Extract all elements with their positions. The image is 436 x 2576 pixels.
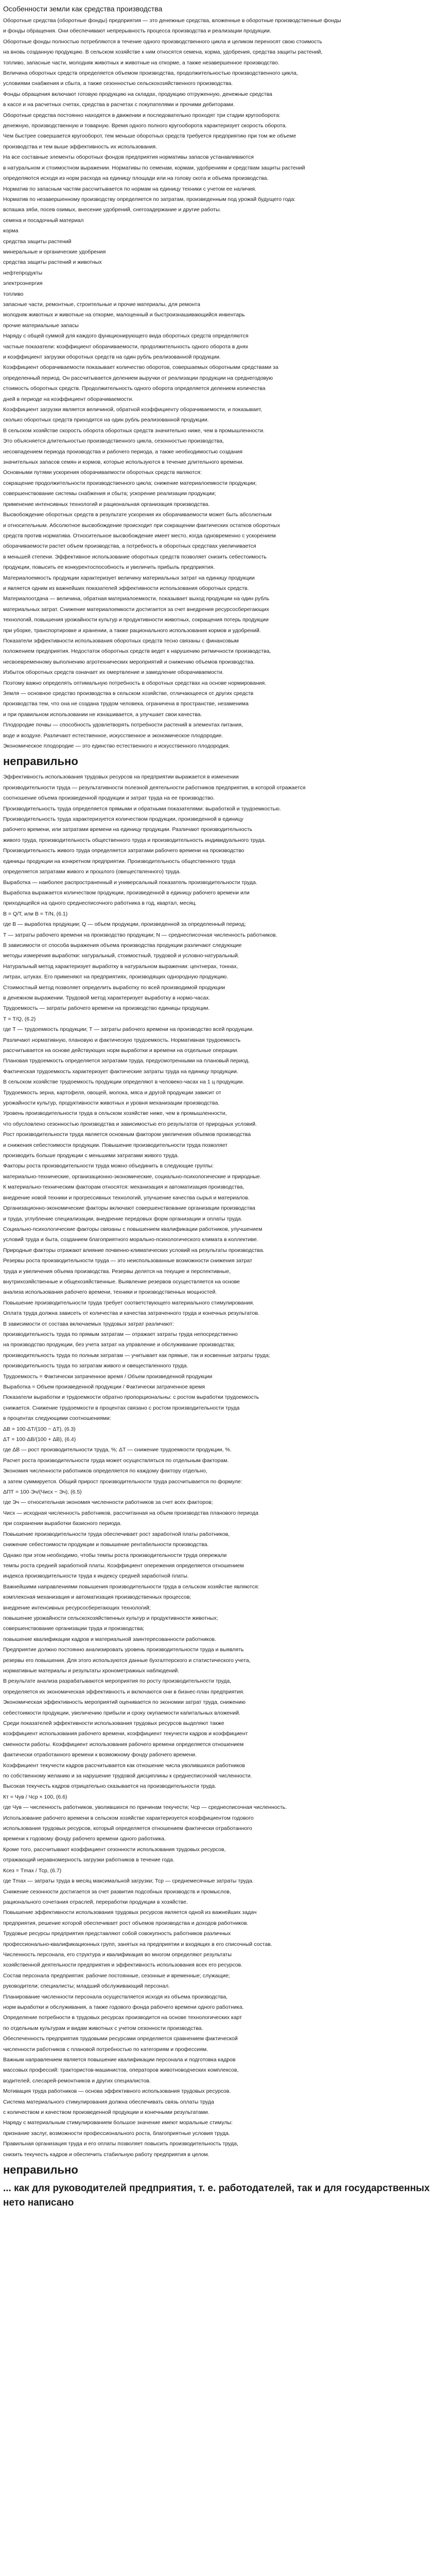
text-line: В = Q/Т, или В = Т/N, (6.1) — [3, 910, 68, 917]
text-line: нормативные материалы и результаты хронометражных наблюдений. — [3, 1667, 180, 1674]
text-line: Производительность живого труда определяется затратами рабочего времени на производство — [3, 848, 245, 854]
text-line: совершенствование системы снабжения и сбыта; ускорение реализации продукции; — [3, 490, 216, 497]
text-line: производства тем, что она не создана трудом человека, ограничена в пространстве, незаменима — [3, 701, 249, 707]
text-line: Экономия численности работников определяется по каждому фактору отдельно, — [3, 1468, 207, 1475]
text-line: Правильная организация труда и его оплаты позволяет повысить производительность труда, — [3, 2141, 238, 2147]
text-line: Наряду с общей суммой для каждого функционирующего вида оборотных средств определяются — [3, 333, 249, 340]
text-line: Чисх — исходная численность работников, рассчитанная на объем производства планового периода — [3, 1510, 258, 1516]
text-line: в кассе и на расчетных счетах, средства в расчетах с покупателями и прочими дебиторами. — [3, 101, 235, 108]
text-line: рационального сочетания отраслей, переработки продукции в хозяйстве. — [3, 1899, 188, 1905]
text-line: В результате анализа разрабатываются мероприятия по росту производительности труда, — [3, 1678, 232, 1685]
text-line: Различают нормативную, плановую и фактическую трудоемкость. Нормативная трудоемкость — [3, 1037, 241, 1043]
text-line: определяется их экономическая эффективность и включаются они в бизнес-план предприятия. — [3, 1688, 245, 1695]
text-line: Производительность труда определяется прямыми и обратными показателями: выработкой и трудоемкостью. — [3, 805, 281, 812]
text-line: Коэффициент оборачиваемости показывает количество оборотов, совершаемых оборотными средствами за — [3, 364, 278, 371]
text-line: индекса производительности труда к индексу средней заработной платы. — [3, 1573, 189, 1580]
text-line: предприятия, решение которой обеспечивает рост объемов производства и доходов работников. — [3, 1920, 249, 1926]
text-line: Природные факторы отражают влияние почвенно-климатических условий на результаты производства. — [3, 1247, 265, 1253]
text-line: производства и тем выше эффективность их использования. — [3, 143, 157, 150]
text-line: запасные части, ремонтные, строительные и прочие материалы, для ремонта — [3, 301, 200, 308]
text-line: Факторы роста производительности труда можно объединить в следующие группы: — [3, 1163, 214, 1170]
text-line: совершенствование организации труда и производства; — [3, 1625, 145, 1632]
text-line: производительность труда по затратам живого и овеществленного труда. — [3, 1363, 188, 1369]
text-line: определяются исходя из норм расхода на единицу площади или на голову скота и объема производства. — [3, 175, 269, 182]
text-line: руководители; специалисты; младший обслуживающий персонал. — [3, 1983, 170, 1990]
text-line: Определение потребности в трудовых ресурсах производится на основе технологических карт — [3, 2014, 242, 2021]
text-line: сколько оборотных средств приходится на один рубль реализованной продукции. — [3, 417, 209, 423]
text-line: комплексная механизация и автоматизация производственных процессов; — [3, 1594, 191, 1601]
text-line: вспашка зяби, посев озимых, внесение удобрений, снегозадержание и другие работы. — [3, 207, 221, 213]
text-line: нефтепродукты — [3, 269, 43, 276]
text-line: Повышение производительности труда требует соответствующего материального стимулирования. — [3, 1299, 254, 1306]
text-line: Выработка = Объем произведенной продукции / Фактически затраченное время — [3, 1384, 205, 1390]
text-line: методы измерения выработки: натуральный, стоимостный, трудовой и условно-натуральный. — [3, 953, 239, 959]
text-line: на производство продукции, без учета затрат на управление и обслуживание производства; — [3, 1342, 235, 1348]
text-line: Т — затраты рабочего времени на производство продукции; N — среднесписочная численность работников. — [3, 931, 277, 938]
text-line: анализа использования рабочего времени, техники и производственных мощностей. — [3, 1289, 217, 1296]
text-line: Материалоемкость продукции характеризует величину материальных затрат на единицу продукции — [3, 574, 255, 581]
text-line: водителей, слесарей-ремонтников и других специалистов. — [3, 2077, 151, 2084]
text-line: Стоимостный метод позволяет определить выработку по всей производимой продукции — [3, 984, 225, 991]
text-line: единицы продукции на конкретном предприятии. Производительность общественного труда — [3, 858, 236, 865]
text-line: времени к годовому фонду рабочего времени одного работника. — [3, 1836, 166, 1842]
text-line: Экономическое плодородие — это единство естественного и искусственного плодородия. — [3, 743, 230, 750]
text-line: Важнейшими направлениями повышения производительности труда в сельском хозяйстве являются: — [3, 1583, 259, 1590]
text-line: производительности труда — результативности полезной деятельности работников предприятия, в которой отражается — [3, 784, 306, 791]
text-line: частные показатели: коэффициент оборачиваемости, продолжительность одного оборота в днях — [3, 343, 249, 350]
text-line: с количеством и качеством произведенной продукции и конечными результатами. — [3, 2109, 210, 2116]
text-line: прочие материальные запасы — [3, 322, 79, 329]
text-line: где Т — трудоемкость продукции; Т — затраты рабочего времени на производство всей продукции. — [3, 1026, 254, 1033]
text-line: минеральные и органические удобрения — [3, 248, 106, 255]
text-line: в процентах следующими соотношениями: — [3, 1415, 111, 1422]
text-line: где Тmax — затраты труда в месяц максимальной загрузки; Тср — среднемесячные затраты труда. — [3, 1878, 254, 1885]
text-line: производительность труда по прямым затратам — отражает затраты труда непосредственно — [3, 1331, 238, 1337]
text-line: Использование рабочего времени в сельском хозяйстве характеризуется коэффициентом годового — [3, 1815, 254, 1821]
text-line: Мотивация труда работников — основа эффективного использования трудовых ресурсов. — [3, 2088, 231, 2095]
text-line: и снижения себестоимости продукции. Повышение производительности труда позволяет — [3, 1142, 228, 1148]
text-line: внедрение интенсивных ресурсосберегающих технологий; — [3, 1604, 151, 1611]
text-line: и является одним из важнейших показателей эффективности использования оборотных средств. — [3, 585, 249, 591]
text-line: численности работников с плановой потребностью по категориям и профессиям. — [3, 2046, 208, 2053]
text-line: использования трудовых ресурсов, который определяется отношением фактически отработанного — [3, 1825, 252, 1832]
text-line: где В — выработка продукции; Q — объем продукции, произведенной за определенный период; — [3, 921, 246, 928]
text-line: условиями снабжения и сбыта, а также сезонностью сельскохозяйственного производства. — [3, 80, 233, 87]
text-line: сменности работы. Коэффициент использования рабочего времени определяется отношением — [3, 1741, 244, 1748]
text-line: в натуральном и стоимостном выражении. Нормативы по семенам, кормам, удобрениям и средствам защиты растений — [3, 164, 305, 171]
text-line: несовпадением периода производства и рабочего периода, а также необходимостью создания — [3, 448, 243, 455]
text-line: по отдельным культурам и видам животных с учетом сезонности производства. — [3, 2025, 203, 2031]
text-line: Фактическая трудоемкость характеризует фактические затраты труда на единицу продукции. — [3, 1068, 238, 1075]
text-line: сокращение продолжительности производственного цикла; снижение материалоемкости продукции; — [3, 480, 257, 486]
text-line: Выработка выражается количеством продукции, произведенной в единицу рабочего времени или — [3, 889, 250, 896]
section-heading-3: ... как для руководителей предприятия, т. е. работодателей, так и для государственных нето написано — [3, 2183, 430, 2209]
text-line: дней в периоде на коэффициент оборачиваемости. — [3, 396, 134, 402]
text-line: В сельском хозяйстве скорость оборота оборотных средств значительно ниже, чем в промышленности. — [3, 427, 265, 434]
text-line: Оборотные фонды полностью потребляются в течение одного производственного цикла и целиком переносят свою стоимость — [3, 38, 322, 45]
text-line: Рост производительности труда является основным фактором увеличения объемов производства — [3, 1131, 251, 1138]
text-line: Трудоемкость = Фактически затраченное время / Объем произведенной продукции — [3, 1373, 213, 1380]
text-line: массовых профессий: трактористов-машинистов, операторов животноводческих комплексов, — [3, 2067, 239, 2074]
text-line: На все составные элементы оборотных фондов предприятия нормативы запасов устанавливаются — [3, 154, 254, 161]
text-line: средства защиты растений и животных — [3, 259, 102, 266]
text-line: ΔПТ = 100·Эч/(Чисх − Эч), (6.5) — [3, 1489, 82, 1496]
text-line: себестоимости продукции, увеличению прибыли и сроку окупаемости капитальных вложений. — [3, 1709, 240, 1716]
text-line: внедрение новой техники и прогрессивных технологий, улучшение качества сырья и материалов. — [3, 1194, 250, 1201]
text-line: Ксез = Тmax / Тср, (6.7) — [3, 1867, 62, 1874]
text-line: несвоевременному выполнению агротехнических мероприятий и снижению объемов производства. — [3, 658, 255, 665]
text-line: К материально-техническим факторам относятся: механизация и автоматизация производства, — [3, 1184, 245, 1191]
text-line: Обеспеченность предприятия трудовыми ресурсами определяется сравнением фактической — [3, 2036, 238, 2042]
text-line: Величина оборотных средств определяется объемом производства, продолжительностью производственного цикла, — [3, 70, 298, 77]
text-line: Расчет роста производительности труда может осуществляться по отдельным факторам. — [3, 1457, 229, 1464]
text-line: молодняк животных и животные на откорме, малоценный и быстроизнашивающийся инвентарь — [3, 312, 245, 318]
text-line: технологий, повышения урожайности культур и продуктивности животных, сокращения потерь продукции — [3, 617, 269, 623]
text-line: Плановая трудоемкость определяется затратами труда, предусмотренными на плановый период. — [3, 1058, 250, 1064]
text-line: В сельском хозяйстве трудоемкость продукции определяют в человеко-часах на 1 ц продукции. — [3, 1079, 245, 1086]
text-line: Трудоемкость — затраты рабочего времени на производство единицы продукции. — [3, 1005, 210, 1012]
text-line: где Эч — относительная экономия численности работников за счет всех факторов; — [3, 1499, 213, 1506]
text-line: Высвобождение оборотных средств в результате ускорения их оборачиваемости может быть абсолютным — [3, 512, 272, 518]
text-line: Кроме того, рассчитывают коэффициент сезонности использования трудовых ресурсов, — [3, 1846, 226, 1853]
text-line: Высокая текучесть кадров отрицательно сказывается на производительности труда. — [3, 1783, 217, 1790]
text-line: при уборке, транспортировке и хранении, а также рационального использования кормов и удобрений. — [3, 627, 261, 634]
text-line: Однако при этом необходимо, чтобы темпы роста производительности труда опережали — [3, 1552, 227, 1558]
text-line: стоимость оборотных средств. Продолжительность одного оборота определяется делением количества — [3, 385, 266, 392]
text-line: и фонды обращения. Они обеспечивают непрерывность процесса производства и реализации продукции. — [3, 28, 271, 35]
text-line: В зависимости от состава включаемых трудовых затрат различают: — [3, 1320, 174, 1327]
text-line: Система материального стимулирования должна обеспечивать связь оплаты труда — [3, 2098, 214, 2105]
text-line: резервы его повышения. Для этого используются данные бухгалтерского и статистического учета, — [3, 1657, 251, 1664]
text-line: приходящейся на одного среднесписочного работника в год, квартал, месяц. — [3, 900, 197, 907]
text-line: Оборотные средства постоянно находятся в движении и последовательно проходят три стадии кругооборота: — [3, 112, 281, 118]
document-part-1 — [3, 15, 433, 751]
text-line: рабочего времени, или затратами времени на единицу продукции. Различают производительность — [3, 826, 253, 833]
text-line: Повышение эффективности использования трудовых ресурсов является одной из важнейших задач — [3, 1909, 257, 1916]
text-line: а затем суммируется. Общий прирост производительности труда рассчитывается по формуле: — [3, 1478, 242, 1485]
text-line: фактически отработанного времени к возможному фонду рабочего времени. — [3, 1752, 197, 1758]
text-line: Оборотные средства (оборотные фонды) предприятия — это денежные средства, вложенные в оборотные производственные фонды — [3, 18, 341, 24]
text-line: Показатели эффективности использования оборотных средств тесно связаны с финансовым — [3, 637, 239, 644]
text-line: внутрихозяйственные и общехозяйственные. Выявление резервов осуществляется на основе — [3, 1278, 240, 1285]
text-line: где ΔВ — рост производительности труда, %; ΔТ — снижение трудоемкости продукции, %. — [3, 1447, 232, 1453]
text-line: на вновь созданную продукцию. В сельском хозяйстве к ним относятся семена, корма, удобрения, средства защиты растений, — [3, 49, 323, 56]
text-line: определенный период. Он рассчитывается делением выручки от реализации продукции на среднегодовую — [3, 375, 273, 381]
text-line: Выработка — наиболее распространенный и универсальный показатель производительности труда. — [3, 879, 257, 886]
text-line: и относительным. Абсолютное высвобождение происходит при сокращении фактических остатков оборотных — [3, 522, 281, 529]
text-line: Земля — основное средство производства в сельском хозяйстве, отличающееся от других средств — [3, 690, 254, 697]
text-line: средств против норматива. Относительное высвобождение имеет место, когда одновременно с ускорением — [3, 532, 276, 539]
text-line: Чем быстрее совершается кругооборот, тем меньше оборотных средств требуется предприятию при том же объеме — [3, 133, 297, 140]
text-line: что обусловлено сезонностью производства и зависимостью его результатов от природных условий. — [3, 1121, 257, 1127]
text-line: норм выработки и обслуживания, а также годового фонда рабочего времени одного работника. — [3, 2004, 244, 2010]
text-line: топливо — [3, 291, 24, 297]
text-line: при сохранении выработки базисного периода. — [3, 1520, 122, 1527]
text-line: Резервы роста производительности труда — это неиспользованные возможности снижения затрат — [3, 1258, 252, 1264]
text-line: Среди показателей эффективности использования трудовых ресурсов выделяют также — [3, 1720, 224, 1726]
text-line: Кт = Чув / Чср × 100, (6.6) — [3, 1793, 67, 1800]
text-line: снижается. Снижение трудоемкости в процентах связано с ростом производительности труда — [3, 1404, 240, 1411]
text-line: живого труда, производительность общественного труда и производительность индивидуального труда. — [3, 837, 266, 843]
text-line: Материалоотдача — величина, обратная материалоемкости, показывает выход продукции на один рубль — [3, 596, 270, 602]
text-line: материально-технические, организационно-экономические, социально-психологические и природные. — [3, 1173, 261, 1180]
text-line: ΔВ = 100·ΔТ/(100 − ΔТ), (6.3) — [3, 1426, 76, 1432]
text-line: продукции, повысить ее конкурентоспособность и увеличить прибыль предприятия. — [3, 564, 215, 571]
text-line: Коэффициент загрузки является величиной, обратной коэффициенту оборачиваемости, и показывает, — [3, 406, 263, 413]
text-line: производительность труда по полным затратам — учитывает как прямые, так и косвенные затраты труда; — [3, 1352, 270, 1359]
text-line: повышение урожайности сельскохозяйственных культур и продуктивности животных; — [3, 1615, 218, 1621]
document-title: Особенности земли как средства производства — [3, 5, 163, 13]
text-line: Повышение производительности труда обеспечивает рост заработной платы работников, — [3, 1531, 230, 1537]
text-line: рассчитывается на основе действующих норм выработки и времени на отдельные операции. — [3, 1047, 239, 1054]
text-line: Снижение сезонности достигается за счет развития подсобных производств и промыслов, — [3, 1888, 231, 1895]
text-line: профессионально-квалификационных групп, занятых на предприятии и входящих в его списочный состав. — [3, 1941, 272, 1947]
text-line: Уровень производительности труда в сельском хозяйстве ниже, чем в промышленности, — [3, 1110, 227, 1117]
text-line: определяется затратами живого и прошлого (овеществленного) труда. — [3, 869, 181, 875]
text-line: материальных затрат. Снижение материалоемкости достигается за счет внедрения ресурсосберегающих — [3, 606, 269, 613]
text-line: хозяйственной деятельности предприятия и эффективность использования всех его ресурсов. — [3, 1962, 243, 1969]
text-line: Фонды обращения включают готовую продукцию на складах, продукцию отгруженную, денежные средства — [3, 91, 272, 97]
text-line: применение интенсивных технологий и рациональная организация производства. — [3, 501, 210, 507]
text-line: снизить текучесть кадров и обеспечить стабильную работу предприятия в целом. — [3, 2151, 210, 2158]
text-line: Поэтому важно определять оптимальную потребность в оборотных средствах на основе нормирования. — [3, 680, 267, 686]
text-line: урожайности культур, продуктивности животных и уровня механизации производства. — [3, 1100, 220, 1107]
text-line: положением предприятия. Недостаток оборотных средств ведет к нарушению ритмичности производства, — [3, 648, 271, 655]
text-line: Планирование численности персонала осуществляется исходя из объема производства, — [3, 1993, 228, 2000]
text-line: и труда, углубление специализации, внедрение передовых форм организации и оплаты труда. — [3, 1215, 242, 1222]
text-line: В зависимости от способа выражения объема производства продукции различают следующие — [3, 942, 242, 948]
text-line: Коэффициент текучести кадров рассчитывается как отношение числа уволившихся работников — [3, 1762, 245, 1769]
text-line: Наряду с материальным стимулированием большое значение имеют моральные стимулы: — [3, 2120, 233, 2126]
text-line: Трудоемкость зерна, картофеля, овощей, молока, мяса и другой продукции зависит от — [3, 1089, 221, 1096]
text-line: и коэффициент загрузки оборотных средств на один рубль реализованной продукции. — [3, 354, 221, 360]
section-heading-2: неправильно — [3, 2163, 78, 2177]
text-line: условий труда и быта, созданием благоприятного морально-психологического климата в коллективе. — [3, 1236, 258, 1243]
text-line: литрах, штуках. Его применяют на предприятиях, производящих однородную продукцию. — [3, 974, 229, 980]
text-line: денежную, производственную и товарную. Время одного полного кругооборота характеризует скорость оборота. — [3, 123, 287, 129]
text-line: Норматив по запасным частям рассчитывается по нормам на единицу техники с учетом ее наличия. — [3, 185, 256, 192]
text-line: Показатели выработки и трудоемкости обратно пропорциональны: с ростом выработки трудоемкость — [3, 1394, 259, 1401]
text-line: Организационно-экономические факторы включают совершенствование организации производства — [3, 1205, 255, 1212]
document-part-2 — [3, 772, 433, 2160]
text-line: Социально-психологические факторы связаны с повышением квалификации работников, улучшением — [3, 1226, 263, 1232]
text-line: Предприятие должно постоянно анализировать уровень производительности труда и выявлять — [3, 1647, 244, 1653]
text-line: Это объясняется длительностью производственного цикла, сезонностью производства, — [3, 438, 224, 445]
text-line: по собственному желанию и за нарушение трудовой дисциплины к среднесписочной численности. — [3, 1773, 252, 1780]
text-line: Норматив по незавершенному производству определяется по затратам, произведенным под урожай будущего года: — [3, 196, 295, 202]
text-line: коэффициент использования рабочего времени, коэффициент текучести кадров и коэффициент — [3, 1731, 248, 1737]
text-line: Трудовые ресурсы предприятия представляют собой совокупность работников различных — [3, 1930, 231, 1937]
text-line: соотношение объема произведенной продукции и затрат труда на ее производство. — [3, 795, 215, 802]
text-line: где Чув — численность работников, уволившихся по причинам текучести; Чср — среднесписочная численность. — [3, 1804, 287, 1811]
text-line: признание заслуг, возможности профессионального роста, благоприятные условия труда. — [3, 2130, 230, 2137]
text-line: Основными путями ускорения оборачиваемости оборотных средств являются: — [3, 469, 202, 476]
text-line: труда и увеличения объема производства. Резервы делятся на текущие и перспективные, — [3, 1268, 231, 1275]
text-line: значительных запасов семян и кормов, которые используются в течение длительного времени. — [3, 459, 244, 466]
text-line: отражающий неравномерность загрузки работников в течение года. — [3, 1857, 175, 1863]
text-line: Т = Т/Q, (6.2) — [3, 1015, 36, 1022]
text-line: Эффективность использования трудовых ресурсов на предприятии выражается в изменении — [3, 774, 239, 781]
text-line: Важным направлением является повышение квалификации персонала и подготовка кадров — [3, 2057, 236, 2063]
text-line: корма — [3, 228, 19, 234]
text-line: электроэнергия — [3, 280, 43, 287]
text-line: снижение себестоимости продукции и повышение рентабельности производства. — [3, 1541, 209, 1548]
text-line: ΔТ = 100·ΔВ/(100 + ΔВ), (6.4) — [3, 1436, 76, 1443]
text-line: Производительность труда характеризуется количеством продукции, произведенной в единицу — [3, 816, 243, 823]
text-line: и при правильном использовании не изнашивается, а улучшает свои качества. — [3, 711, 202, 718]
text-line: в меньшей степени. Эффективное использование оборотных средств позволяет снизить себестоимость — [3, 553, 267, 560]
text-line: топливо, запасные части, молодняк животных и животные на откорме, а также незавершенное производство. — [3, 59, 280, 66]
text-line: оборачиваемости растет объем производства, а потребность в оборотных средствах увеличивается — [3, 543, 256, 550]
text-line: в денежном выражении. Трудовой метод характеризует выработку в нормо-часах. — [3, 994, 211, 1001]
text-line: производить больше продукции с меньшими затратами живого труда. — [3, 1153, 179, 1159]
text-line: семена и посадочный материал — [3, 217, 84, 224]
text-line: повышение квалификации кадров и материальной заинтересованности работников. — [3, 1636, 216, 1642]
text-line: Натуральный метод характеризует выработку в натуральном выражении: центнерах, тоннах, — [3, 963, 238, 970]
text-line: Состав персонала предприятия: рабочие постоянные, сезонные и временные; служащие; — [3, 1972, 230, 1979]
text-line: темпы роста средней заработной платы. Коэффициент опережения определяется отношением — [3, 1562, 244, 1569]
text-line: Численность персонала, его структура и квалификация во многом определяют результаты — [3, 1951, 232, 1958]
text-line: Избыток оборотных средств означает их омертвление и замедление оборачиваемости. — [3, 669, 224, 676]
text-line: Оплата труда должна зависеть от количества и качества затраченного труда и конечных результатов. — [3, 1310, 259, 1317]
text-line: средства защиты растений — [3, 238, 72, 245]
text-line: воде и воздухе. Различают естественное, искусственное и экономическое плодородие. — [3, 732, 223, 739]
section-heading-1: неправильно — [3, 755, 78, 768]
text-line: Экономическая эффективность мероприятий оценивается по экономии затрат труда, снижению — [3, 1699, 246, 1706]
text-line: Плодородие почвы — способность удовлетворять потребности растений в элементах питания, — [3, 722, 243, 728]
